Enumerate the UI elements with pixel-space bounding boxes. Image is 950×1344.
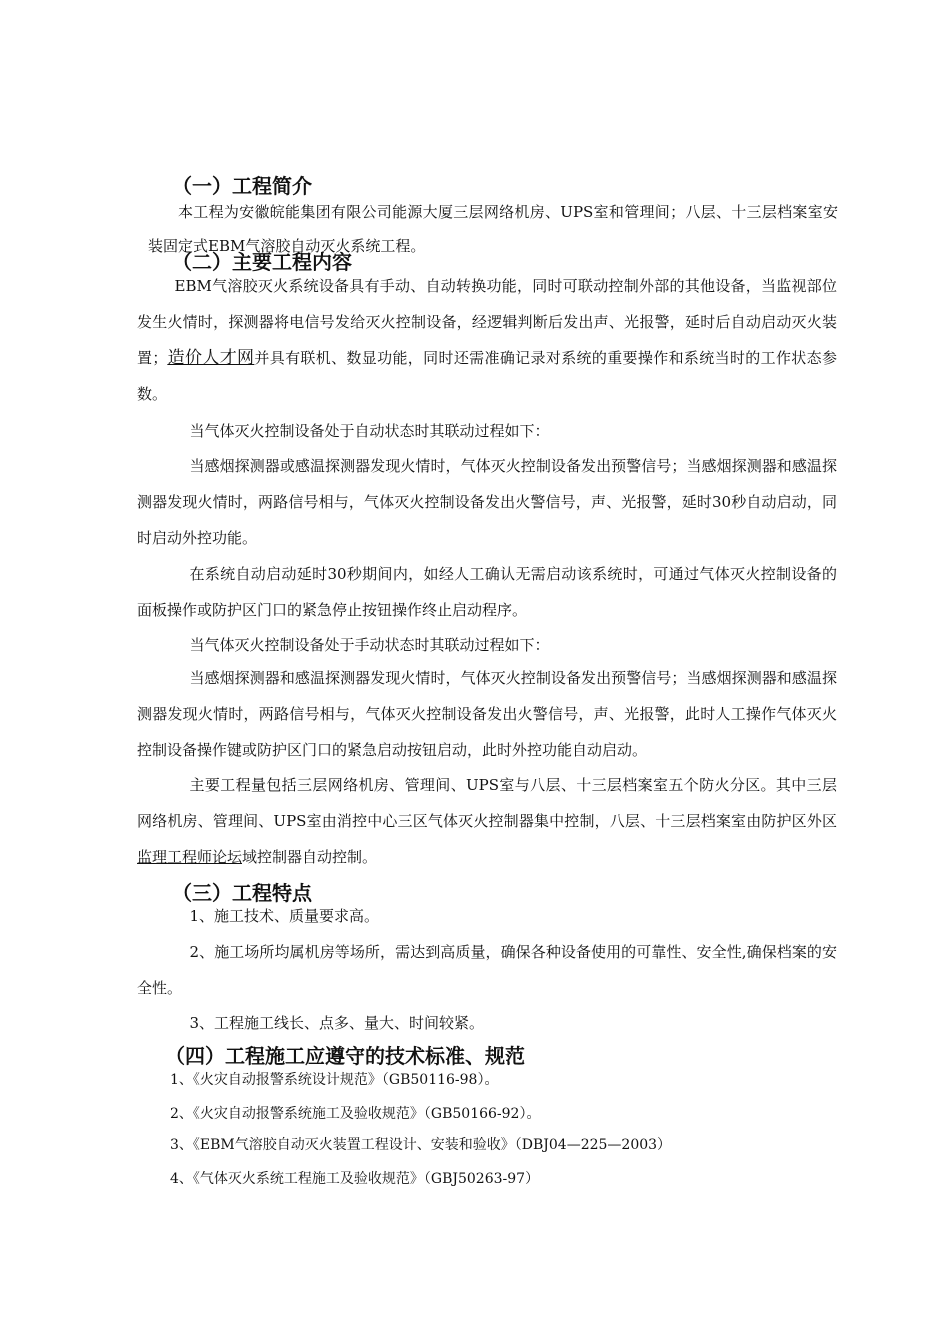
standard-item-4: 4、《气体灭火系统工程施工及验收规范》（GBJ50263-97） bbox=[170, 1171, 540, 1187]
section-heading-features: （三）工程特点 bbox=[172, 881, 312, 905]
manual-mode-paragraph: 当感烟探测器和感温探测器发现火情时，气体灭火控制设备发出预警信号；当感烟探测器和感温探测器发现火情时，两路信号相与，气体灭火控制设备发出火警信号，声、光报警，此时人工操作气体灭火控制设备操作键或防护区门口的紧急启动按钮启动，此时外控功能自动启动。 bbox=[137, 669, 837, 759]
standard-item-1: 1、《火灾自动报警系统设计规范》（GB50116-98）。 bbox=[170, 1072, 499, 1088]
section-heading-standards: （四）工程施工应遵守的技术标准、规范 bbox=[165, 1044, 525, 1068]
auto-mode-paragraph: 当感烟探测器或感温探测器发现火情时，气体灭火控制设备发出预警信号；当感烟探测器和感温探测器发现火情时，两路信号相与，气体灭火控制设备发出火警信号，声、光报警，延时30秒自动启动，同时启动外控功能。 bbox=[137, 457, 837, 547]
paragraph-text: 并具有联机、数显功能，同时还需准确记录对系统的重要操作和系统当时的工作状态参数。 bbox=[137, 349, 837, 403]
overview-paragraph: 本工程为安徽皖能集团有限公司能源大厦三层网络机房、UPS室和管理间；八层、十三层档案室安装固定式EBM气溶胶自动灭火系统工程。 bbox=[148, 203, 838, 255]
section-heading-main-content: （二）主要工程内容 bbox=[172, 250, 352, 274]
manual-mode-intro: 当气体灭火控制设备处于手动状态时其联动过程如下： bbox=[189, 636, 550, 654]
paragraph-text: EBM气溶胶灭火系统设备具有手动、自动转换功能，同时可联动控制外部的其他设备，当监视部位发生火情时，探测器将电信号发给灭火控制设备，经逻辑判断后发出声、光报警，延时后自动启动灭火装置； bbox=[137, 277, 837, 367]
standard-item-2: 2、《火灾自动报警系统施工及验收规范》（GB50166-92）。 bbox=[170, 1106, 541, 1122]
paragraph-text: 域控制器自动控制。 bbox=[242, 848, 378, 866]
section-heading-overview: （一）工程简介 bbox=[172, 174, 312, 198]
workload-paragraph bbox=[137, 767, 837, 875]
paragraph-text: 主要工程量包括三层网络机房、管理间、UPS室与八层、十三层档案室五个防火分区。其中三层网络机房、管理间、UPS室由消控中心三区气体灭火控制器集中控制，八层、十三层档案室由防护区外区 bbox=[137, 776, 837, 830]
standard-item-3: 3、《EBM气溶胶自动灭火装置工程设计、安装和验收》（DBJ04—225—2003） bbox=[170, 1137, 672, 1153]
feature-item-2: 2、施工场所均属机房等场所，需达到高质量，确保各种设备使用的可靠性、安全性,确保档案的安全性。 bbox=[137, 943, 837, 997]
feature-item-1: 1、施工技术、质量要求高。 bbox=[189, 907, 380, 925]
feature-item-3: 3、工程施工线长、点多、量大、时间较紧。 bbox=[189, 1014, 485, 1032]
zaojia-rencai-link[interactable]: 造价人才网 bbox=[167, 348, 255, 368]
delay-cancel-paragraph: 在系统自动启动延时30秒期间内，如经人工确认无需启动该系统时，可通过气体灭火控制设备的面板操作或防护区门口的紧急停止按钮操作终止启动程序。 bbox=[137, 565, 837, 619]
auto-mode-intro: 当气体灭火控制设备处于自动状态时其联动过程如下： bbox=[189, 422, 550, 440]
main-content-paragraph-1 bbox=[137, 268, 837, 412]
jianli-forum-link[interactable]: 监理工程师论坛 bbox=[137, 848, 243, 866]
